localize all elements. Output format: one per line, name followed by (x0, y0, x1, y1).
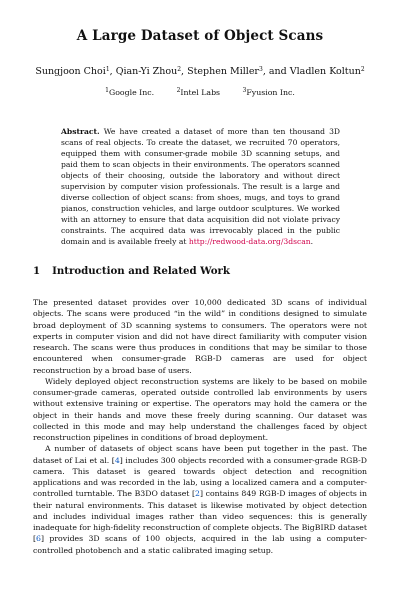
paragraph-text: ] includes 300 objects recorded with a consumer-grade RGB-D camera. This dataset is geared towards object detection and recognition applications and was recorded in the lab, using a localized camera and a computer-controlled turntable. The B3DO dataset [ (33, 455, 367, 499)
affiliation-name: Fyusion Inc. (246, 88, 295, 97)
author-affiliation-mark: 3 (258, 66, 263, 73)
affiliation (177, 88, 220, 97)
paragraph: Widely deployed object reconstruction systems are likely to be based on mobile consumer-grade cameras, operated outside controlled lab environments by users without extensive training or expertise. The operators may hold the camera or the object in their hands and move these freely during scanning. Our dataset was collected in this mode and may help understand the challenges faced by object reconstruction pipelines in conditions of broad deployment. (33, 376, 367, 442)
paragraph-text: A number of datasets of object scans have been put together in the past. The dataset of Lai et al. [ (33, 444, 367, 465)
paragraph (33, 443, 367, 556)
affiliation-mark: 2 (176, 87, 181, 94)
dataset-link[interactable]: http://redwood-data.org/3dscan (188, 237, 311, 246)
paragraph-text: ] provides 3D scans of 100 objects, acquired in the lab using a computer-controlled photobench and a static calibrated imaging setup. (33, 534, 367, 555)
citation-link[interactable]: 6 (36, 534, 41, 544)
affiliation-mark: 1 (105, 87, 109, 94)
section-title: Introduction and Related Work (52, 265, 230, 277)
author-name: Sungjoon Choi (35, 66, 106, 77)
author-affiliation-mark: 2 (177, 66, 182, 73)
section-body (33, 297, 367, 556)
affiliation-name: Intel Labs (180, 88, 221, 97)
affiliation (243, 88, 295, 97)
affiliation-mark: 3 (242, 87, 247, 94)
author-name: Stephen Miller (187, 66, 259, 77)
author-affiliation-mark: 2 (360, 66, 365, 73)
abstract (61, 126, 340, 247)
paragraph: The presented dataset provides over 10,000 dedicated 3D scans of individual objects. The scans were produced “in the wild” in conditions designed to simulate broad deployment of 3D scanning systems to consumers. The operators were not experts in computer vision and did not have direct familiarity with computer vision research. The scans were thus produces in conditions that may be similar to those encountered when consumer-grade RGB-D cameras are used for object reconstruction by a broad base of users. (33, 298, 367, 375)
affiliation-list (0, 88, 400, 97)
author-affiliation-mark: 1 (105, 66, 110, 73)
abstract-text: We have created a dataset of more than ten thousand 3D scans of real objects. To create the dataset, we recruited 70 operators, equipped them with consumer-grade mobile 3D scanning setups, and paid them to scan objects in their environments. The operators scanned objects of their choosing, outside the laboratory and without direct supervision by computer vision professionals. The result is a large and diverse collection of object scans: from shoes, mugs, and toys to grand pianos, construction vehicles, and large outdoor sculptures. We worked with an attorney to ensure that data acquisition did not violate privacy constraints. The acquired data was irrevocably placed in the public domain and is available freely at (61, 127, 340, 246)
section-heading (33, 265, 230, 277)
abstract-end: . (310, 237, 314, 246)
author-list: Sungjoon Choi$^1$, Qian-Yi Zhou$^2$, Stephen Miller$^3$, and Vladlen Koltun$^2$ (35, 66, 365, 77)
author-name: Vladlen Koltun (289, 66, 361, 77)
paragraph-text: ] contains 849 RGB-D images of objects in their natural environments. This dataset is likewise motivated by object detection and includes individual images rather than video sequences: this is generally inadequate for high-fidelity reconstruction of complete objects. The BigBIRD dataset [ (33, 489, 368, 544)
section-number: 1 (33, 265, 41, 277)
citation-link[interactable]: 2 (195, 489, 200, 499)
author-name: Qian-Yi Zhou (115, 66, 178, 77)
paper-title: A Large Dataset of Object Scans (76, 28, 324, 44)
citation-link[interactable]: 4 (114, 455, 120, 465)
affiliation (105, 88, 154, 97)
affiliation-name: Google Inc. (108, 88, 155, 97)
abstract-label: Abstract. (61, 127, 100, 136)
